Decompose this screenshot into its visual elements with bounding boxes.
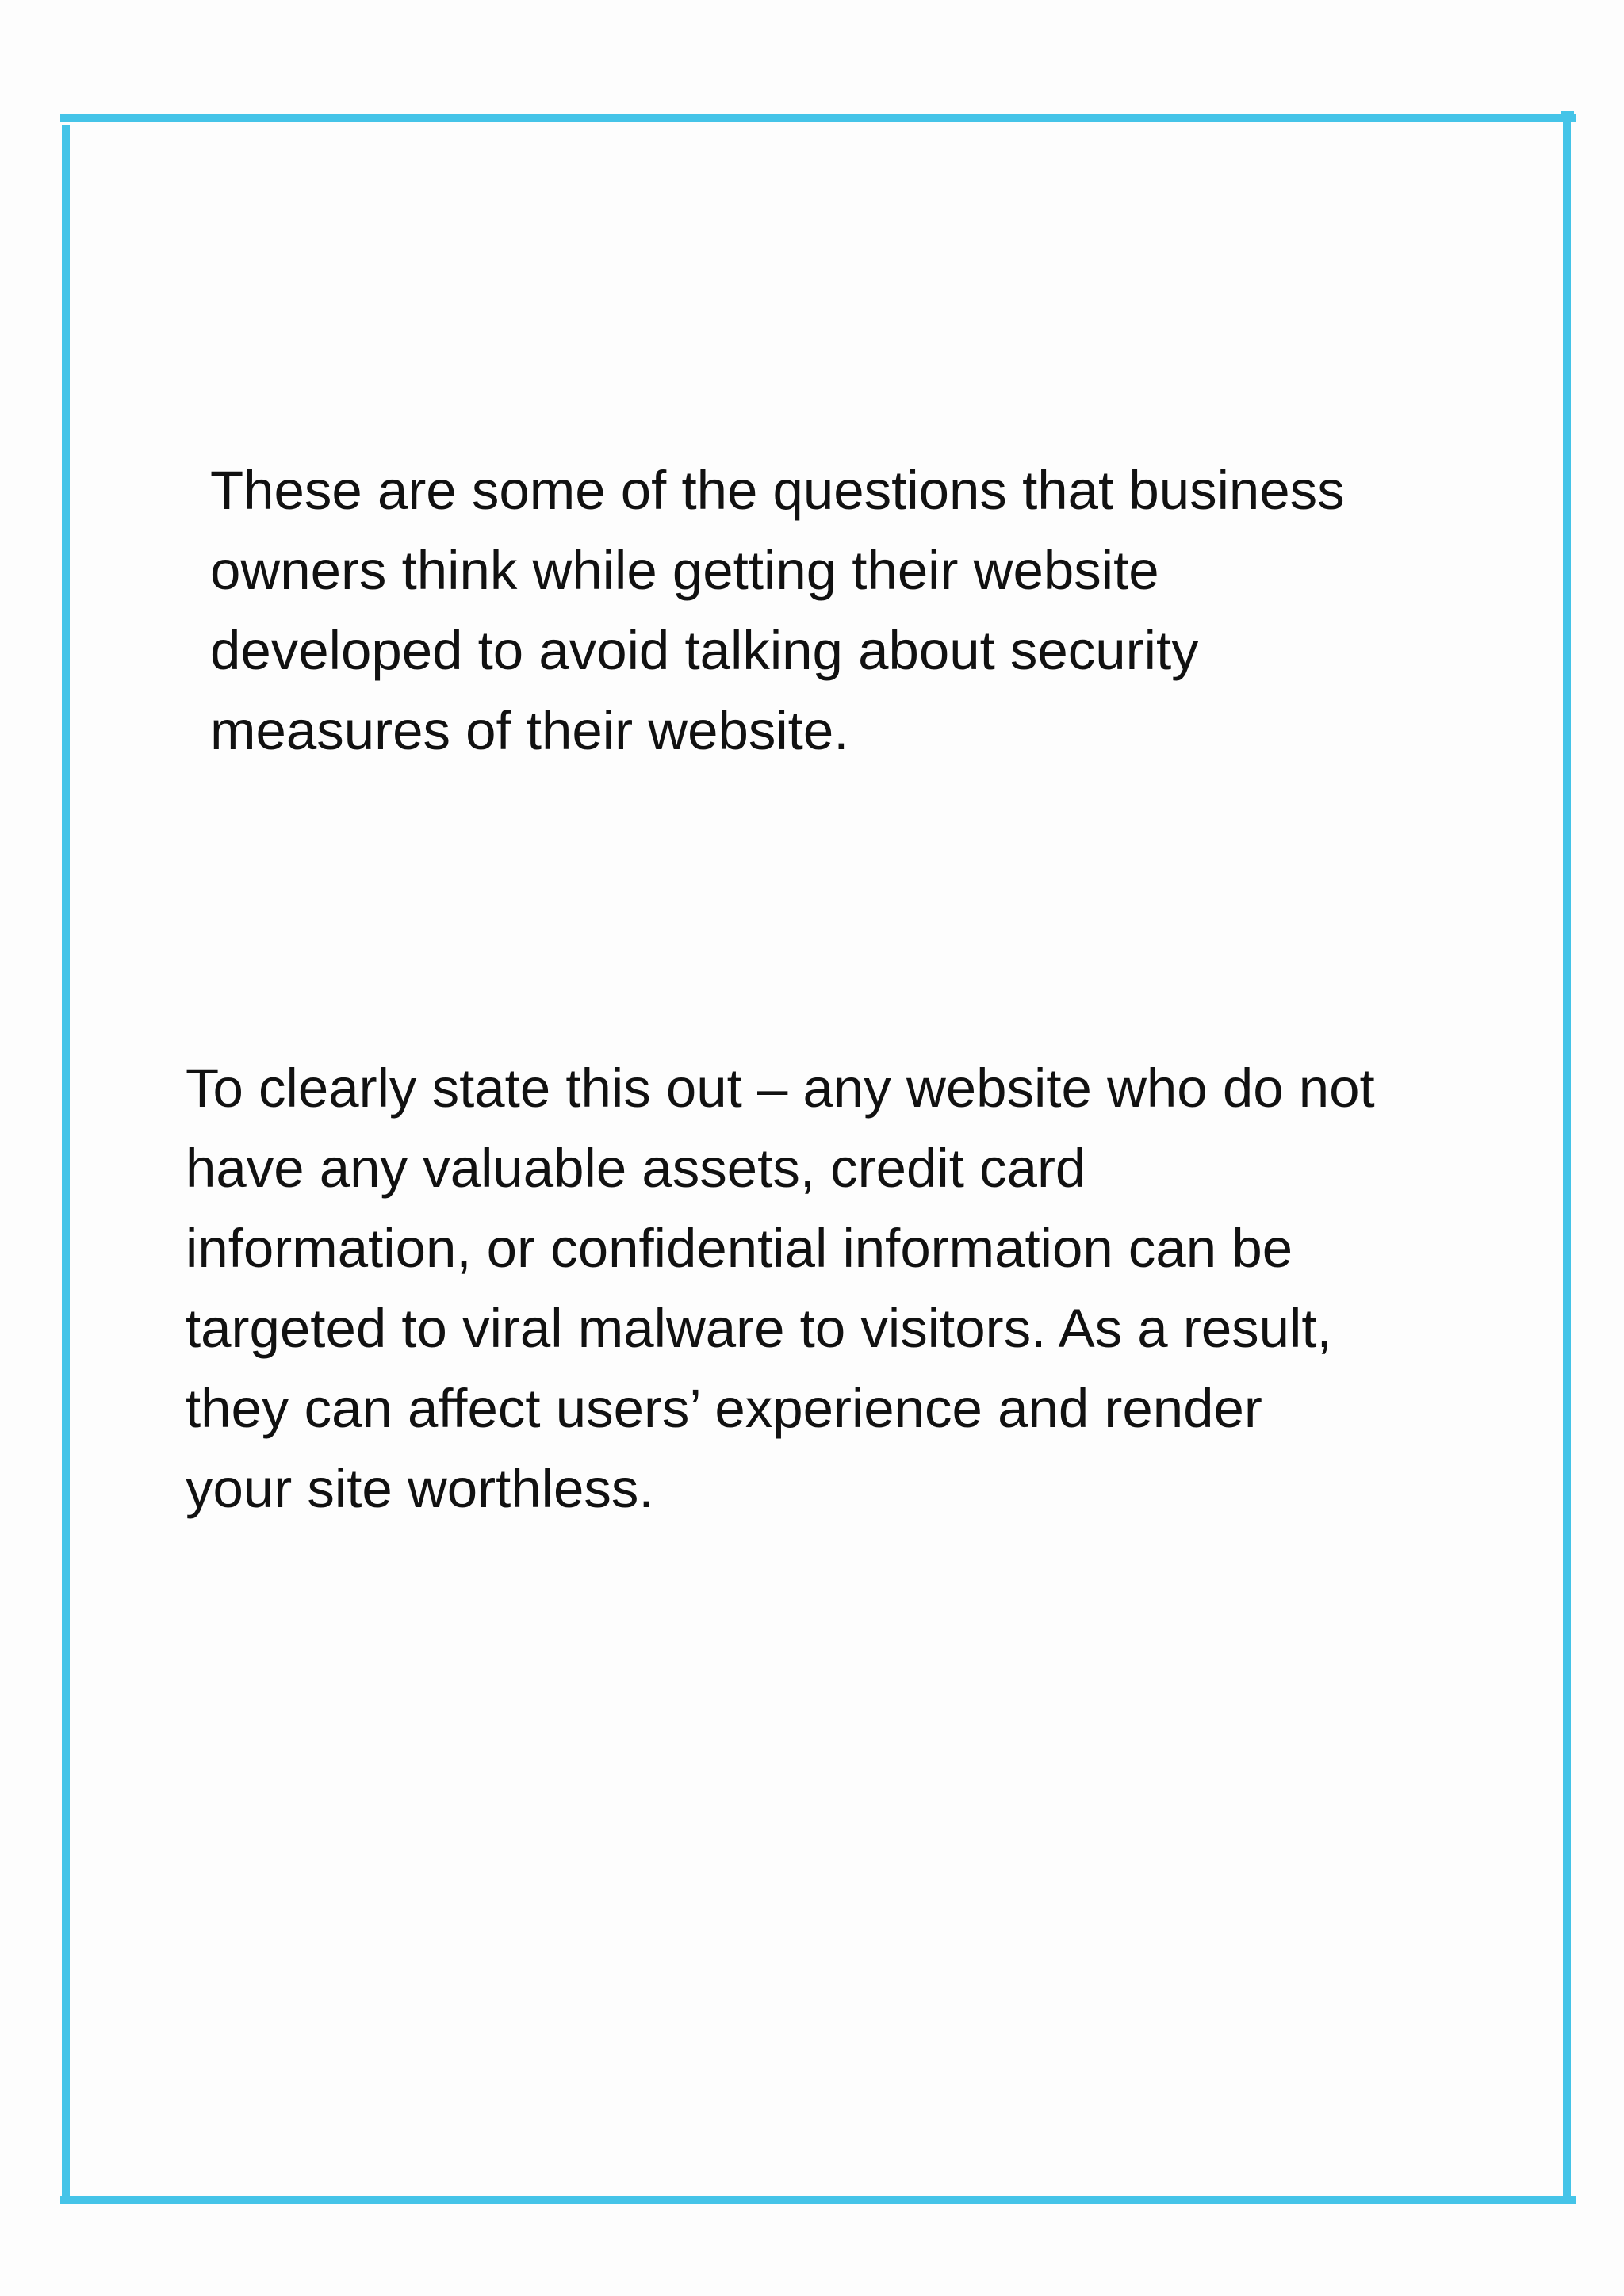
frame-bottom-border: [60, 2196, 1576, 2204]
frame-left-border: [62, 125, 70, 2202]
security-paragraph: To clearly state this out – any website who do not have any valuable assets, credit card information, or confidential information can be targeted to viral malware to visitors. As a result, they can affect users’ experience and render your site worthless.: [186, 1058, 1375, 1519]
intro-paragraph: These are some of the questions that business owners think while getting their website developed to avoid talking about security measures of their website.: [210, 460, 1345, 761]
frame-right-border: [1563, 114, 1571, 2204]
frame-top-border: [60, 114, 1576, 122]
